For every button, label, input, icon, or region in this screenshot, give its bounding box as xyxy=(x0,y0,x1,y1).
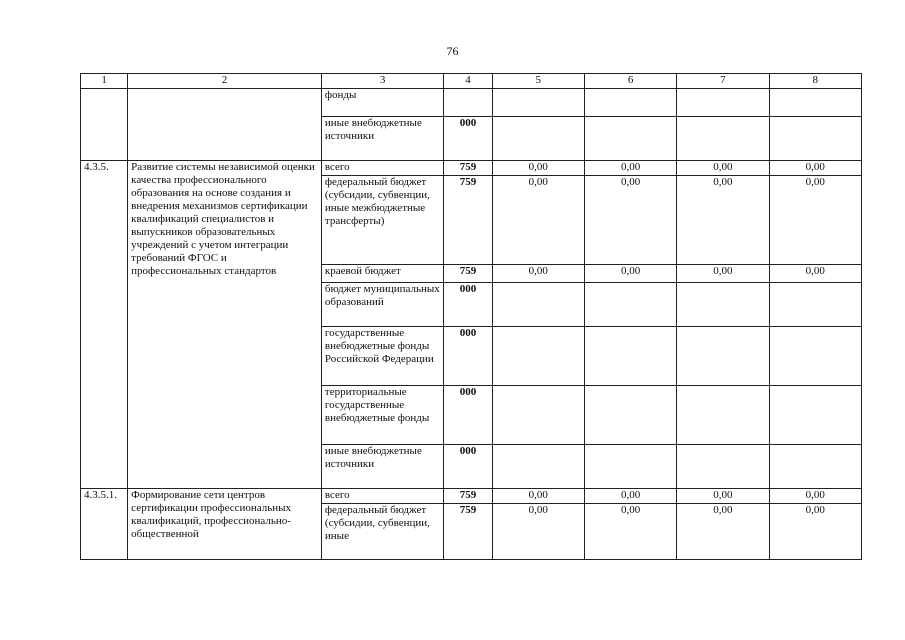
code-cell: 000 xyxy=(444,117,492,161)
value-cell: 0,00 xyxy=(769,161,861,176)
header-cell: 7 xyxy=(677,74,769,89)
source-cell: всего xyxy=(321,161,443,176)
value-cell xyxy=(769,117,861,161)
source-cell: федеральный бюджет (субсидии, субвенции, иные межбюджетные трансферты) xyxy=(321,176,443,265)
code-cell xyxy=(444,89,492,117)
value-cell xyxy=(769,89,861,117)
source-cell: краевой бюджет xyxy=(321,265,443,283)
code-cell: 759 xyxy=(444,504,492,560)
header-cell: 6 xyxy=(584,74,676,89)
value-cell: 0,00 xyxy=(769,265,861,283)
value-cell: 0,00 xyxy=(677,489,769,504)
value-cell xyxy=(492,327,584,386)
code-cell: 759 xyxy=(444,265,492,283)
value-cell xyxy=(492,117,584,161)
header-cell: 4 xyxy=(444,74,492,89)
value-cell: 0,00 xyxy=(492,265,584,283)
page-number: 76 xyxy=(446,44,459,58)
budget-table xyxy=(80,73,862,560)
value-cell xyxy=(584,386,676,445)
value-cell: 0,00 xyxy=(584,176,676,265)
value-cell xyxy=(677,117,769,161)
header-cell: 3 xyxy=(321,74,443,89)
code-cell: 759 xyxy=(444,176,492,265)
table-row xyxy=(81,89,862,117)
value-cell: 0,00 xyxy=(584,265,676,283)
value-cell: 0,00 xyxy=(677,265,769,283)
value-cell xyxy=(677,386,769,445)
value-cell xyxy=(677,283,769,327)
value-cell xyxy=(584,89,676,117)
source-cell: территориальные государственные внебюджетные фонды xyxy=(321,386,443,445)
value-cell: 0,00 xyxy=(769,489,861,504)
value-cell: 0,00 xyxy=(492,504,584,560)
source-cell: иные внебюджетные источники xyxy=(321,117,443,161)
item-number-cell xyxy=(81,89,128,161)
value-cell: 0,00 xyxy=(677,504,769,560)
value-cell: 0,00 xyxy=(584,161,676,176)
source-cell: государственные внебюджетные фонды Российской Федерации xyxy=(321,327,443,386)
header-cell: 2 xyxy=(128,74,322,89)
value-cell: 0,00 xyxy=(769,504,861,560)
source-cell: всего xyxy=(321,489,443,504)
value-cell xyxy=(769,283,861,327)
header-cell: 5 xyxy=(492,74,584,89)
value-cell: 0,00 xyxy=(584,504,676,560)
source-cell: федеральный бюджет (субсидии, субвенции, иные xyxy=(321,504,443,560)
value-cell: 0,00 xyxy=(492,161,584,176)
value-cell xyxy=(769,445,861,489)
value-cell: 0,00 xyxy=(584,489,676,504)
code-cell: 000 xyxy=(444,327,492,386)
code-cell: 759 xyxy=(444,161,492,176)
table-row xyxy=(81,161,862,176)
item-description-cell: Развитие системы независимой оценки качества профессионального образования на основе создания и внедрения механизмов сертификации квалификаций специалистов и выпускников образовательных учреждений с учетом интеграции требований ФГОС и профессиональных стандартов xyxy=(128,161,322,489)
table-row xyxy=(81,489,862,504)
value-cell: 0,00 xyxy=(677,176,769,265)
value-cell xyxy=(584,327,676,386)
code-cell: 000 xyxy=(444,445,492,489)
value-cell xyxy=(677,327,769,386)
code-cell: 000 xyxy=(444,386,492,445)
value-cell: 0,00 xyxy=(492,176,584,265)
code-cell: 000 xyxy=(444,283,492,327)
header-cell: 1 xyxy=(81,74,128,89)
code-cell: 759 xyxy=(444,489,492,504)
value-cell xyxy=(677,445,769,489)
value-cell: 0,00 xyxy=(677,161,769,176)
value-cell xyxy=(492,445,584,489)
header-cell: 8 xyxy=(769,74,861,89)
value-cell xyxy=(769,327,861,386)
item-description-cell xyxy=(128,89,322,161)
source-cell: бюджет муниципальных образований xyxy=(321,283,443,327)
value-cell xyxy=(584,283,676,327)
value-cell xyxy=(492,283,584,327)
value-cell xyxy=(584,445,676,489)
value-cell xyxy=(584,117,676,161)
source-cell: фонды xyxy=(321,89,443,117)
header-row xyxy=(81,74,862,89)
item-description-cell: Формирование сети центров сертификации профессиональных квалификаций, профессионально-общественной xyxy=(128,489,322,560)
item-number-cell: 4.3.5. xyxy=(81,161,128,489)
value-cell xyxy=(492,89,584,117)
item-number-cell: 4.3.5.1. xyxy=(81,489,128,560)
value-cell xyxy=(769,386,861,445)
value-cell: 0,00 xyxy=(769,176,861,265)
source-cell: иные внебюджетные источники xyxy=(321,445,443,489)
value-cell: 0,00 xyxy=(492,489,584,504)
value-cell xyxy=(677,89,769,117)
value-cell xyxy=(492,386,584,445)
